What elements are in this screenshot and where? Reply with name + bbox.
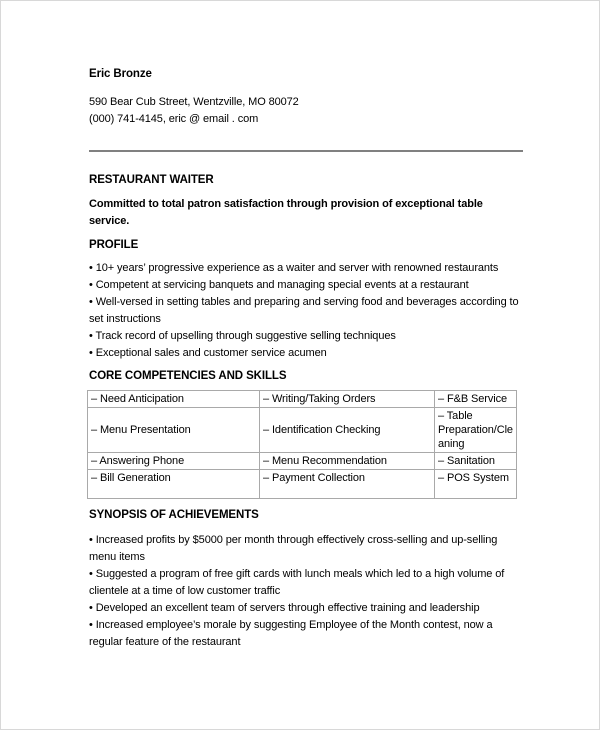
contact-block xyxy=(89,94,523,128)
skill-cell: – Menu Presentation xyxy=(88,408,260,453)
skill-cell: – Answering Phone xyxy=(88,453,260,470)
skill-cell: – Need Anticipation xyxy=(88,391,260,408)
skill-cell: – Table Preparation/Cleaning xyxy=(435,408,517,453)
skill-cell: – Identification Checking xyxy=(260,408,435,453)
profile-bullet: • Competent at servicing banquets and managing special events at a restaurant xyxy=(89,279,469,291)
core-competencies-table xyxy=(87,390,517,499)
table-row xyxy=(88,391,517,408)
skill-cell: – F&B Service xyxy=(435,391,517,408)
summary-statement: Committed to total patron satisfaction through provision of exceptional table service. xyxy=(89,198,483,227)
skills-section-heading: CORE COMPETENCIES AND SKILLS xyxy=(89,370,287,382)
achievements-bullet-list xyxy=(89,532,523,651)
candidate-name: Eric Bronze xyxy=(89,68,152,80)
skill-cell: – Writing/Taking Orders xyxy=(260,391,435,408)
profile-bullet: • 10+ years’ progressive experience as a waiter and server with renowned restaurants xyxy=(89,262,499,274)
phone-email-line: (000) 741-4145, eric @ email . com xyxy=(89,113,259,125)
profile-bullet: • Exceptional sales and customer service acumen xyxy=(89,347,327,359)
table-row xyxy=(88,408,517,453)
skill-cell: – Menu Recommendation xyxy=(260,453,435,470)
profile-bullet: • Track record of upselling through suggestive selling techniques xyxy=(89,330,396,342)
achievement-bullet: • Increased profits by $5000 per month through effectively cross-selling and up-selling menu items xyxy=(89,534,498,563)
resume-content xyxy=(89,67,523,658)
job-title-heading: RESTAURANT WAITER xyxy=(89,174,214,186)
skill-cell: – Payment Collection xyxy=(260,470,435,499)
address-line: 590 Bear Cub Street, Wentzville, MO 80072 xyxy=(89,96,299,108)
achievement-bullet: • Increased employee’s morale by suggesting Employee of the Month contest, now a regular feature of the restaurant xyxy=(89,619,493,648)
table-row xyxy=(88,453,517,470)
profile-section-heading: PROFILE xyxy=(89,239,139,251)
profile-bullet-list xyxy=(89,260,523,362)
header-divider-rule xyxy=(89,150,523,152)
achievement-bullet: • Suggested a program of free gift cards with lunch meals which led to a high volume of clientele at a time of low customer traffic xyxy=(89,568,505,597)
table-row xyxy=(88,470,517,499)
skill-cell: – POS System xyxy=(435,470,517,499)
skill-cell: – Bill Generation xyxy=(88,470,260,499)
achievements-section-heading: SYNOPSIS OF ACHIEVEMENTS xyxy=(89,509,259,521)
profile-bullet: • Well-versed in setting tables and preparing and serving food and beverages according to set instructions xyxy=(89,296,519,325)
achievement-bullet: • Developed an excellent team of servers through effective training and leadership xyxy=(89,602,480,614)
skill-cell: – Sanitation xyxy=(435,453,517,470)
